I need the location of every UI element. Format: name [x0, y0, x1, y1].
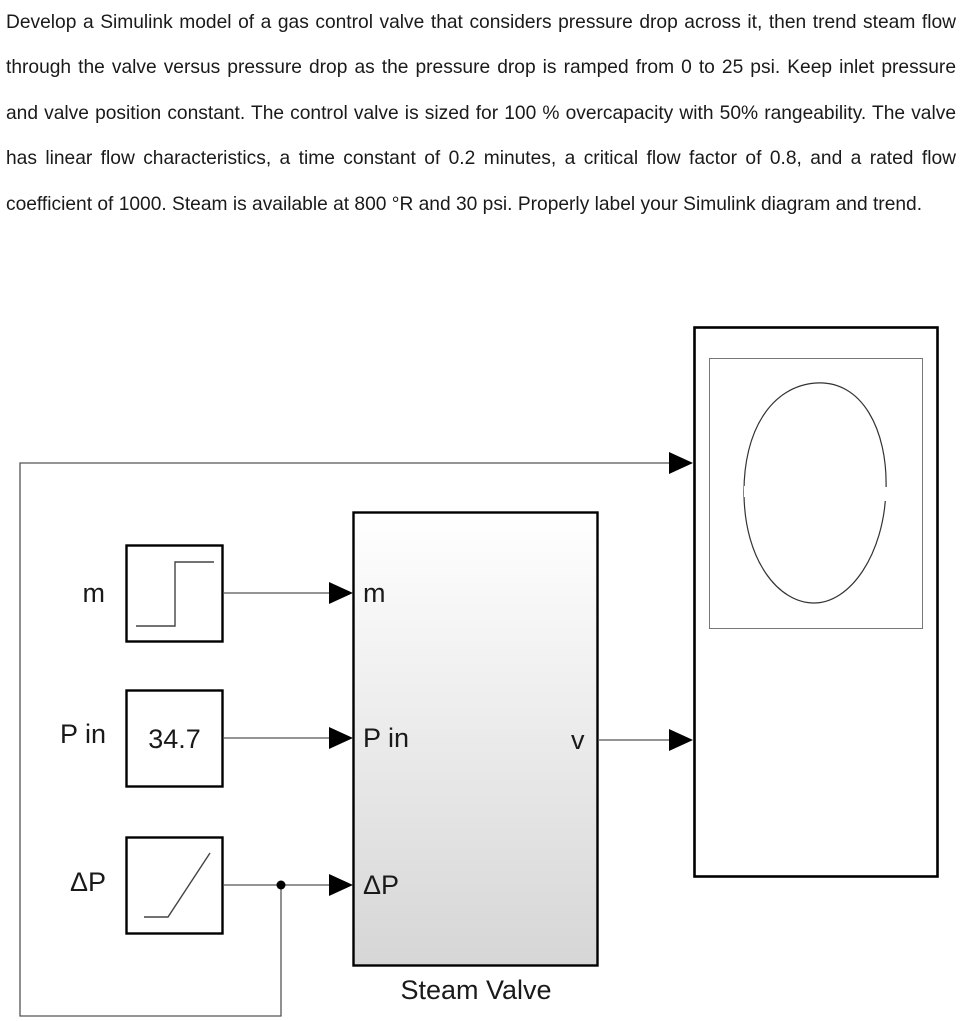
- dp-label: ΔP: [69, 867, 106, 897]
- valve-port-m: m: [363, 578, 386, 608]
- valve-port-dp: ΔP: [363, 870, 400, 900]
- m-label: m: [82, 578, 105, 608]
- graph-y-arrow: [669, 729, 693, 751]
- xy-graph-screen: [710, 359, 923, 629]
- branch-point: [277, 881, 286, 890]
- graph-x-arrow: [669, 452, 693, 474]
- valve-block-name: Steam Valve: [400, 975, 552, 1005]
- valve-port-v: v: [571, 725, 585, 755]
- pin-label: P in: [59, 719, 106, 749]
- ramp-block[interactable]: [127, 838, 223, 934]
- problem-statement: Develop a Simulink model of a gas control valve that considers pressure drop across it, then trend steam flow through the valve versus pressure drop as the pressure drop is ramped from 0 to 25 psi. Keep inlet pressure and valve position constant. The control valve is sized for 100 % overcapacity with 50% rangeability. The valve has linear flow characteristics, a time constant of 0.2 minutes, a critical flow factor of 0.8, and a rated flow coefficient of 1000. Steam is available at 800 °R and 30 psi. Properly label your Simulink diagram and trend.: [6, 12, 956, 215]
- dp-arrow: [329, 874, 353, 896]
- xy-graph-trace-gap: [882, 487, 890, 501]
- pin-arrow: [329, 727, 353, 749]
- m-arrow: [329, 582, 353, 604]
- valve-port-pin: P in: [363, 723, 410, 753]
- constant-value: 34.7: [148, 724, 201, 754]
